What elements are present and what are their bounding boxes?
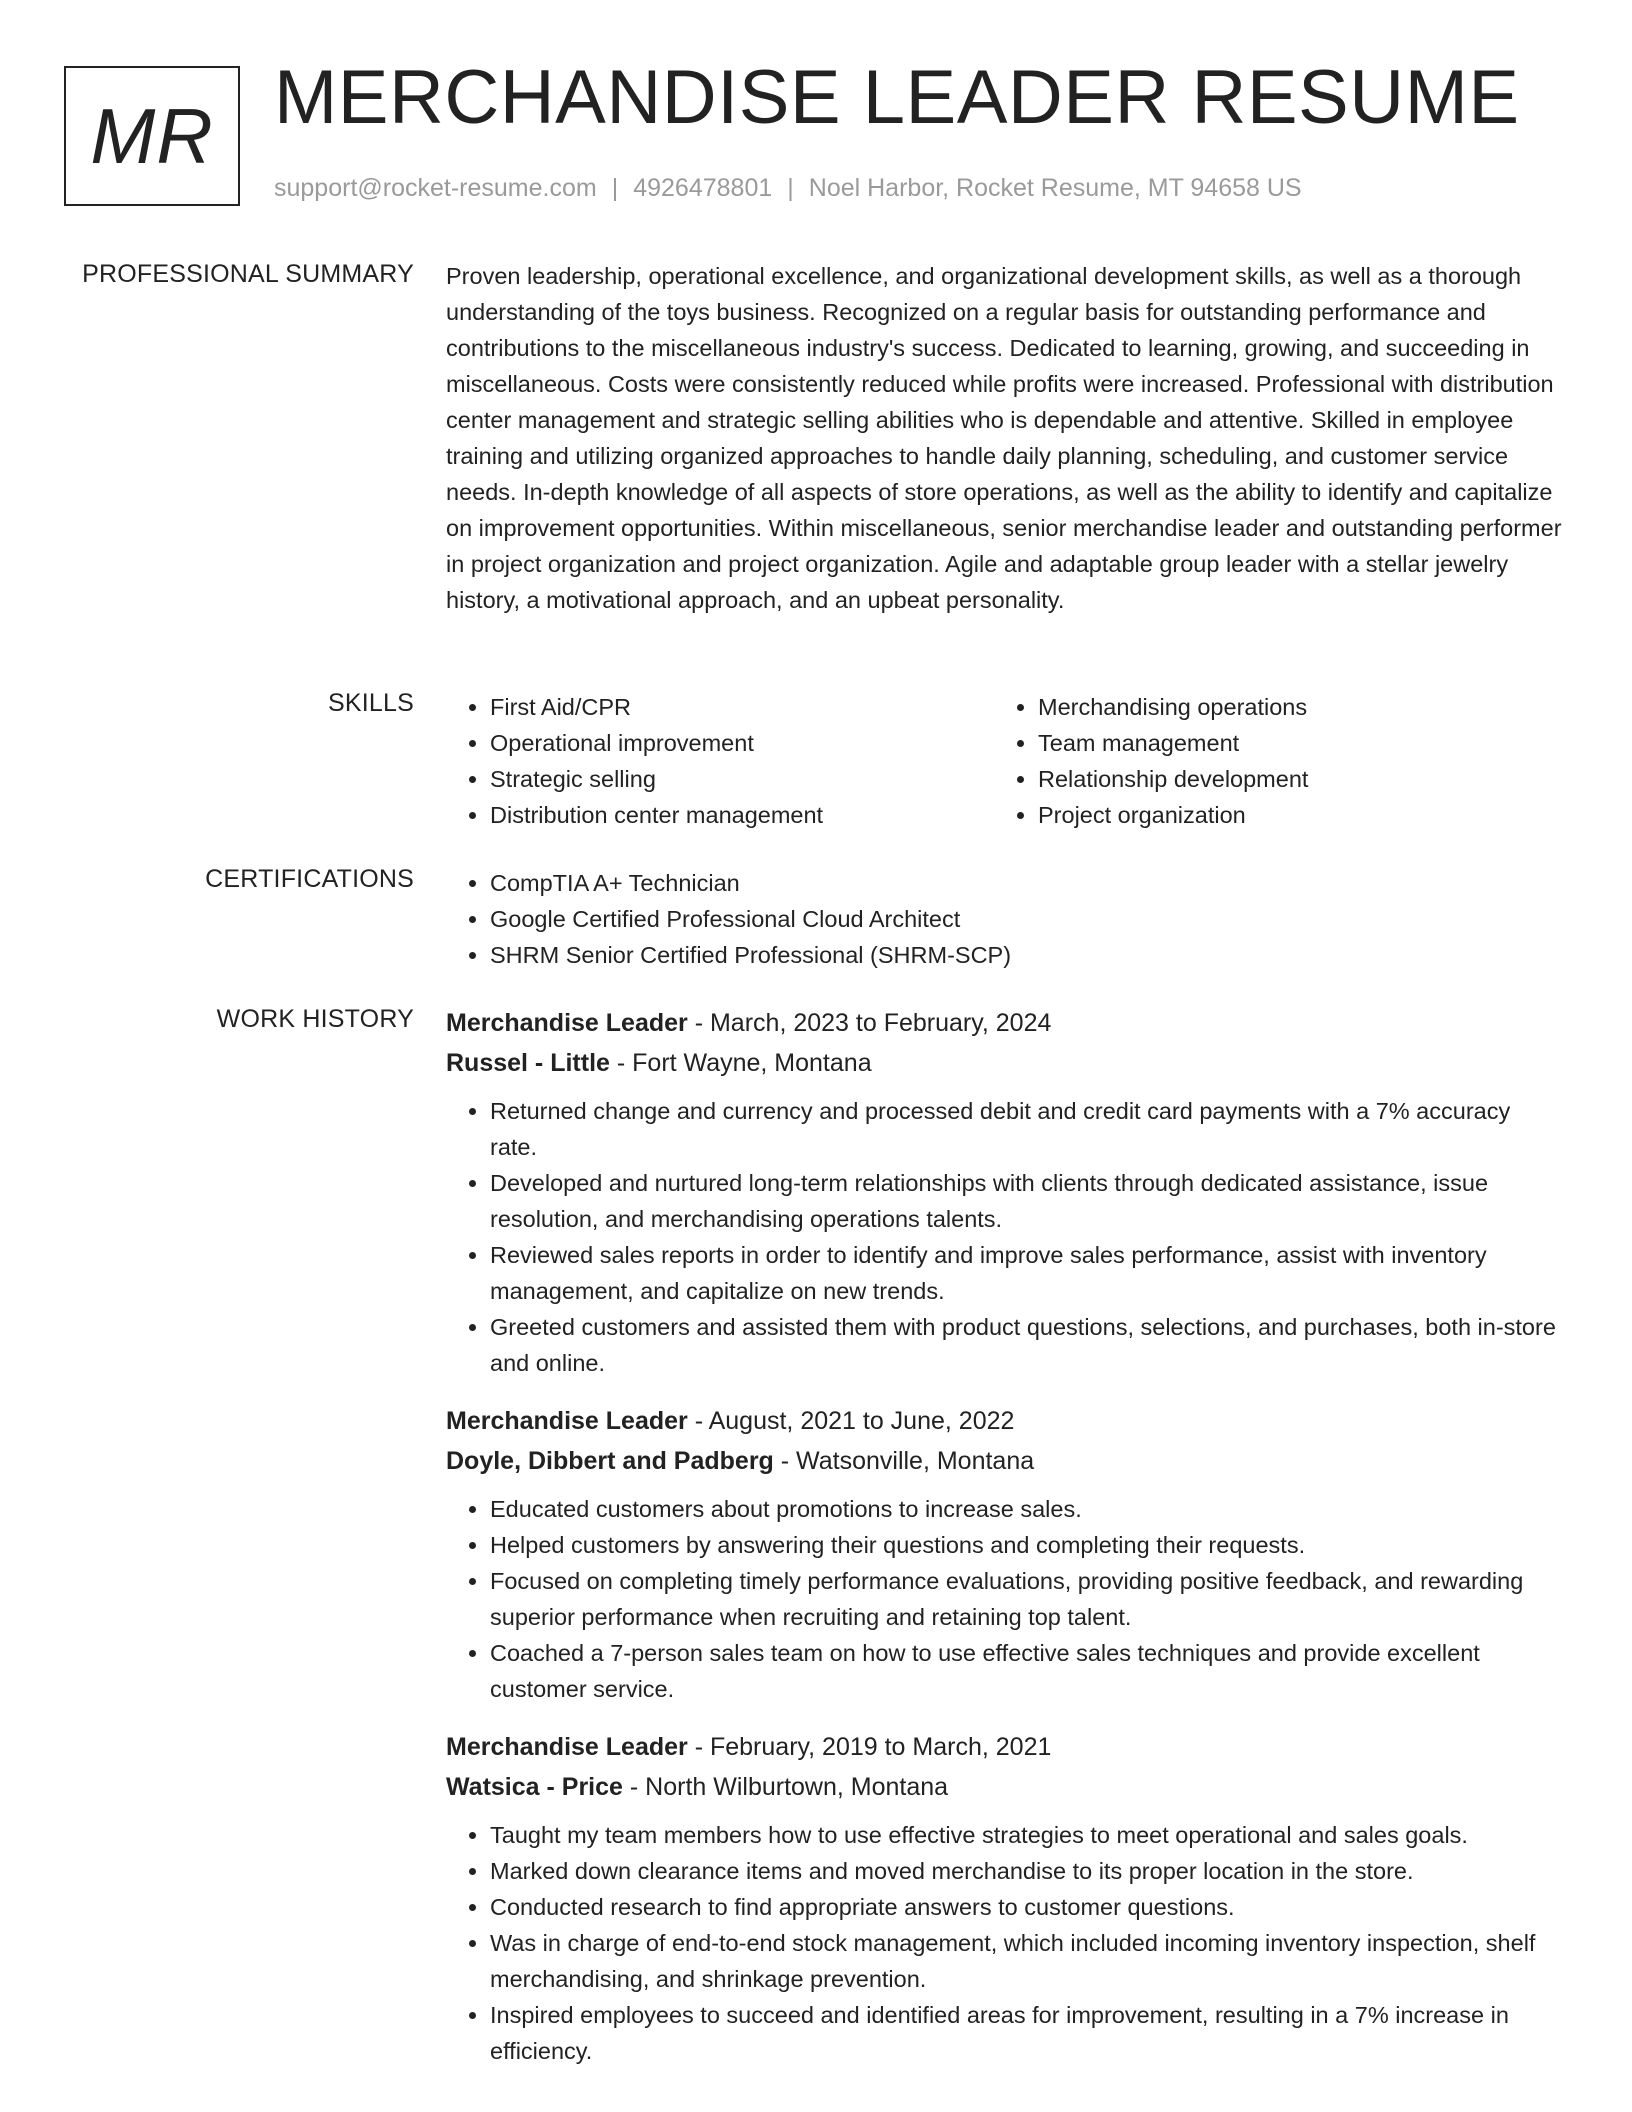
- job-bullet: • Reviewed sales reports in order to identify and improve sales performance, assist with inventory management, and capitalize on new trends.: [490, 1237, 1562, 1309]
- job-bullet: • Was in charge of end-to-end stock management, which included incoming inventory inspection, shelf merchandising, and shrinkage prevention.: [490, 1925, 1562, 1997]
- job-company: Doyle, Dibbert and Padberg: [446, 1447, 774, 1475]
- skill-item: • Strategic selling: [490, 761, 994, 797]
- job-location: - North Wilburtown, Montana: [622, 1773, 949, 1801]
- job-bullet: • Developed and nurtured long-term relationships with clients through dedicated assistance, issue resolution, and merchandising operations talents.: [490, 1165, 1562, 1237]
- job-bullet: • Helped customers by answering their questions and completing their requests.: [490, 1527, 1562, 1563]
- skill-item: • Team management: [1038, 725, 1542, 761]
- job-bullet: • Focused on completing timely performance evaluations, providing positive feedback, and rewarding superior performance when recruiting and retaining top talent.: [490, 1563, 1562, 1635]
- job-entry: [446, 1727, 1562, 2069]
- skills-column-left: [446, 689, 994, 833]
- skill-item: • First Aid/CPR: [490, 689, 994, 725]
- job-title-line: [446, 1401, 1562, 1441]
- certification-item: • CompTIA A+ Technician: [490, 865, 1562, 901]
- contact-separator: |: [611, 174, 619, 202]
- job-bullet: • Marked down clearance items and moved merchandise to its proper location in the store.: [490, 1853, 1562, 1889]
- job-dates: - August, 2021 to June, 2022: [687, 1407, 1015, 1435]
- skill-item: • Relationship development: [1038, 761, 1542, 797]
- job-title-line: [446, 1003, 1562, 1043]
- certifications-heading: CERTIFICATIONS: [205, 865, 414, 893]
- skills-heading: SKILLS: [328, 689, 414, 717]
- job-bullet: • Conducted research to find appropriate answers to customer questions.: [490, 1889, 1562, 1925]
- skill-item: • Project organization: [1038, 797, 1542, 833]
- work-history-heading: WORK HISTORY: [216, 1005, 414, 1033]
- job-title: Merchandise Leader: [446, 1733, 688, 1761]
- monogram-badge: MR: [64, 66, 240, 206]
- skill-item: • Distribution center management: [490, 797, 994, 833]
- job-bullet: • Educated customers about promotions to increase sales.: [490, 1491, 1562, 1527]
- contact-address: Noel Harbor, Rocket Resume, MT 94658 US: [808, 174, 1302, 202]
- page-title: MERCHANDISE LEADER RESUME: [274, 55, 1520, 140]
- job-location: - Fort Wayne, Montana: [609, 1049, 872, 1077]
- job-company: Watsica - Price: [446, 1773, 623, 1801]
- job-entry: [446, 1003, 1562, 1381]
- certifications-body: [446, 865, 1562, 973]
- job-dates: - February, 2019 to March, 2021: [687, 1733, 1052, 1761]
- summary-body: [446, 258, 1562, 618]
- skill-item: • Operational improvement: [490, 725, 994, 761]
- contact-email: support@rocket-resume.com: [274, 174, 597, 202]
- job-bullet: • Returned change and currency and processed debit and credit card payments with a 7% accuracy rate.: [490, 1093, 1562, 1165]
- skill-item: • Merchandising operations: [1038, 689, 1542, 725]
- job-location: - Watsonville, Montana: [773, 1447, 1035, 1475]
- skills-body: [446, 689, 1562, 833]
- job-company-line: [446, 1767, 1562, 1807]
- certification-item: • Google Certified Professional Cloud Architect: [490, 901, 1562, 937]
- summary-text: Proven leadership, operational excellence, and organizational development skills, as well as a thorough understanding of the toys business. Recognized on a regular basis for outstanding performance and contributions to the miscellaneous industry's success. Dedicated to learning, growing, and succeeding in miscellaneous. Costs were consistently reduced while profits were increased. Professional with distribution center management and strategic selling abilities who is dependable and attentive. Skilled in employee training and utilizing organized approaches to handle daily planning, scheduling, and customer service needs. In-depth knowledge of all aspects of store operations, as well as the ability to identify and capitalize on improvement opportunities. Within miscellaneous, senior merchandise leader and outstanding performer in project organization and project organization. Agile and adaptable group leader with a stellar jewelry history, a motivational approach, and an upbeat personality.: [446, 263, 1562, 613]
- certification-item: • SHRM Senior Certified Professional (SHRM-SCP): [490, 937, 1562, 973]
- work-history-body: [446, 1003, 1562, 2089]
- job-company-line: [446, 1441, 1562, 1481]
- contact-line: [274, 174, 1302, 203]
- job-entry: [446, 1401, 1562, 1707]
- summary-heading: PROFESSIONAL SUMMARY: [82, 260, 414, 288]
- job-title: Merchandise Leader: [446, 1009, 688, 1037]
- job-title-line: [446, 1727, 1562, 1767]
- job-bullet: • Coached a 7-person sales team on how to use effective sales techniques and provide excellent customer service.: [490, 1635, 1562, 1707]
- contact-phone: 4926478801: [633, 174, 773, 202]
- job-bullet: • Inspired employees to succeed and identified areas for improvement, resulting in a 7% increase in efficiency.: [490, 1997, 1562, 2069]
- job-title: Merchandise Leader: [446, 1407, 688, 1435]
- job-company-line: [446, 1043, 1562, 1083]
- job-dates: - March, 2023 to February, 2024: [687, 1009, 1052, 1037]
- job-bullet: • Greeted customers and assisted them with product questions, selections, and purchases, both in-store and online.: [490, 1309, 1562, 1381]
- job-bullet: • Taught my team members how to use effective strategies to meet operational and sales goals.: [490, 1817, 1562, 1853]
- skills-column-right: [994, 689, 1542, 833]
- job-company: Russel - Little: [446, 1049, 610, 1077]
- contact-separator: |: [787, 174, 794, 202]
